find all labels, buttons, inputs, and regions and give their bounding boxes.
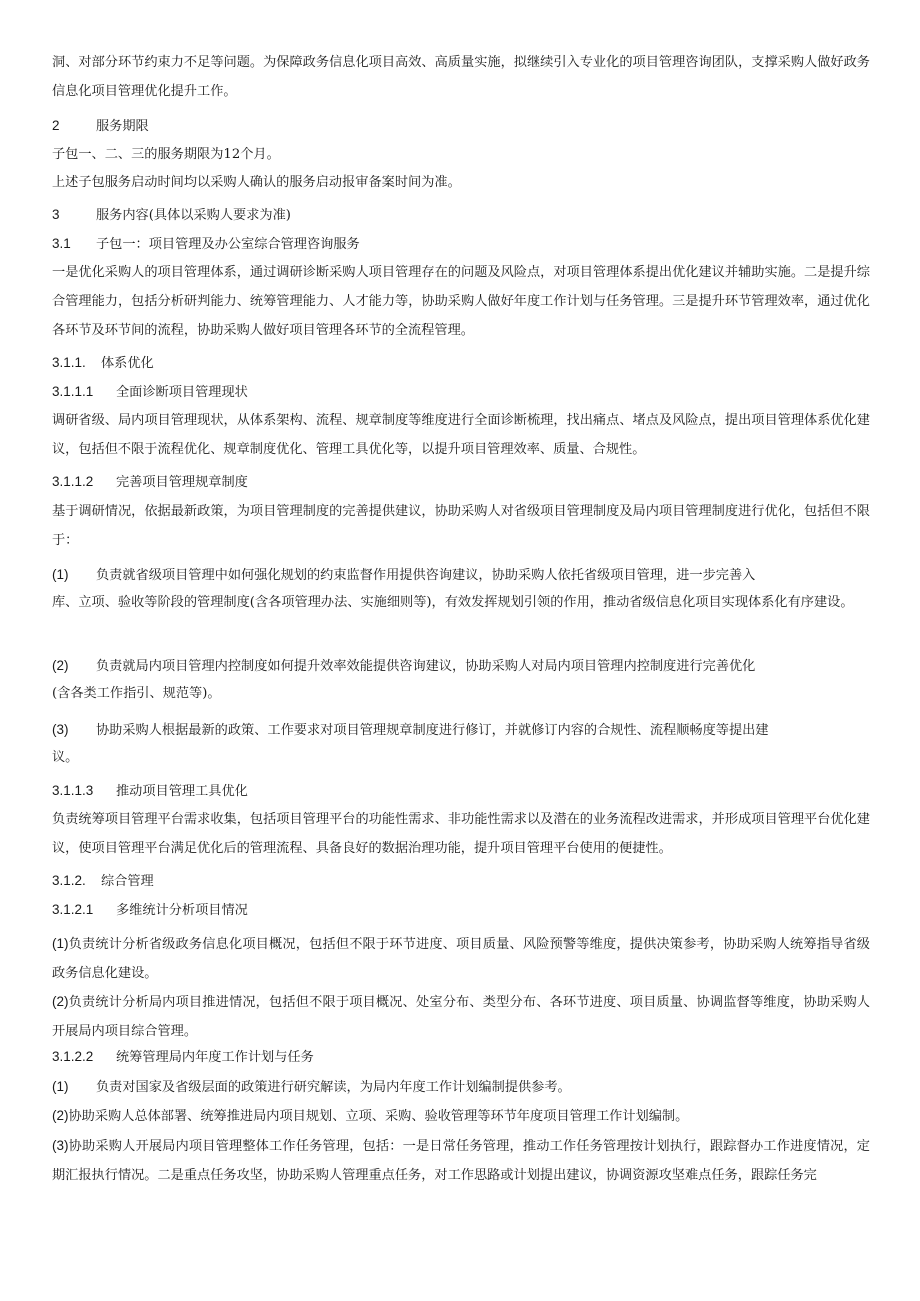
heading-title: 体系优化 <box>101 356 154 371</box>
list-text-rest: (含各类工作指引、规范等)。 <box>52 686 221 701</box>
heading-title: 综合管理 <box>101 874 154 889</box>
list-number: (3) <box>52 722 69 737</box>
heading-title: 子包一：项目管理及办公室综合管理咨询服务 <box>96 237 360 252</box>
heading-3 <box>52 204 870 227</box>
list-number: (3) <box>52 1138 69 1153</box>
list-text: 协助采购人开展局内项目管理整体工作任务管理，包括：一是日常任务管理，推动工作任务管理按计划执行，跟踪督办工作进度情况，定期汇报执行情况。二是重点任务攻坚，协助采购人管理重点任务，对工作思路或计划提出建议，协调资源攻坚难点任务，跟踪任务完 <box>52 1139 870 1183</box>
list-text: 协助采购人总体部署、统筹推进局内项目规划、立项、采购、验收管理等环节年度项目管理工作计划编制。 <box>68 1109 689 1124</box>
list-number: (1) <box>52 567 69 582</box>
list-item <box>52 652 870 707</box>
list-item-3-1-2-2-2 <box>52 1101 870 1131</box>
heading-title: 统筹管理局内年度工作计划与任务 <box>116 1050 314 1065</box>
list-item-3-1-2-2-1 <box>52 1072 870 1102</box>
heading-number: 3.1.1.3 <box>52 783 94 798</box>
paragraph-3-1-2-1-2 <box>52 987 870 1046</box>
paragraph-period-1: 子包一、二、三的服务期限为12个月。 <box>52 147 280 162</box>
list-number: (1) <box>52 936 69 951</box>
list-number: (2) <box>52 994 69 1009</box>
heading-title: 服务内容(具体以采购人要求为准) <box>96 208 291 223</box>
heading-number: 3.1.1.1 <box>52 384 94 399</box>
list-text: 负责统计分析局内项目推进情况，包括但不限于项目概况、处室分布、类型分布、各环节进度、项目质量、协调监督等维度，协助采购人开展局内项目综合管理。 <box>52 995 870 1039</box>
heading-3-1-1-2 <box>52 471 870 494</box>
list-text: 负责统计分析省级政务信息化项目概况，包括但不限于环节进度、项目质量、风险预警等维度，提供决策参考，协助采购人统筹指导省级政务信息化建设。 <box>52 937 870 981</box>
heading-2 <box>52 115 870 138</box>
heading-number: 3.1.1. <box>52 355 86 370</box>
paragraph-3-1-2-1-1 <box>52 929 870 988</box>
heading-3-1 <box>52 233 870 256</box>
heading-3-1-2-2 <box>52 1046 870 1069</box>
heading-number: 3 <box>52 207 60 222</box>
list-item-3-1-2-2-3 <box>52 1131 870 1190</box>
paragraph-3-1: 一是优化采购人的项目管理体系，通过调研诊断采购人项目管理存在的问题及风险点，对项目管理体系提出优化建议并辅助实施。二是提升综合管理能力，包括分析研判能力、统筹管理能力、人才能力等，协助采购人做好年度工作计划与任务管理。三是提升环节管理效率，通过优化各环节及环节间的流程，协助采购人做好项目管理各环节的全流程管理。 <box>52 265 870 338</box>
list-number: (1) <box>52 1079 69 1094</box>
list-text-rest: 议。 <box>52 750 79 765</box>
paragraph-3-1-1-3: 负责统筹项目管理平台需求收集，包括项目管理平台的功能性需求、非功能性需求以及潜在的业务流程改进需求，并形成项目管理平台优化建议，使项目管理平台满足优化后的管理流程、具备良好的数据治理功能，提升项目管理平台使用的便捷性。 <box>52 812 870 856</box>
heading-title: 服务期限 <box>96 119 149 134</box>
list-item <box>52 716 870 771</box>
heading-3-1-2-1 <box>52 899 870 922</box>
heading-3-1-1 <box>52 352 870 375</box>
heading-title: 推动项目管理工具优化 <box>116 784 248 799</box>
heading-3-1-2 <box>52 870 870 893</box>
heading-title: 全面诊断项目管理现状 <box>116 385 248 400</box>
heading-number: 3.1.1.2 <box>52 474 94 489</box>
list-text-line1: 负责就省级项目管理中如何强化规划的约束监督作用提供咨询建议，协助采购人依托省级项目管理，进一步完善入 <box>96 568 756 583</box>
heading-3-1-1-1 <box>52 381 870 404</box>
list-number: (2) <box>52 1108 69 1123</box>
paragraph-3-1-1-2: 基于调研情况，依据最新政策，为项目管理制度的完善提供建议，协助采购人对省级项目管理制度及局内项目管理制度进行优化，包括但不限于： <box>52 504 870 548</box>
heading-number: 2 <box>52 118 60 133</box>
heading-number: 3.1.2. <box>52 873 86 888</box>
heading-title: 完善项目管理规章制度 <box>116 475 248 490</box>
heading-number: 3.1.2.1 <box>52 902 94 917</box>
heading-number: 3.1 <box>52 236 71 251</box>
heading-3-1-1-3 <box>52 780 870 803</box>
list-item <box>52 561 870 616</box>
heading-number: 3.1.2.2 <box>52 1049 94 1064</box>
paragraph-period-2: 上述子包服务启动时间均以采购人确认的服务启动报审备案时间为准。 <box>52 175 461 190</box>
paragraph-intro: 洞、对部分环节约束力不足等问题。为保障政务信息化项目高效、高质量实施，拟继续引入专业化的项目管理咨询团队，支撑采购人做好政务信息化项目管理优化提升工作。 <box>52 55 870 99</box>
paragraph-3-1-1-1: 调研省级、局内项目管理现状，从体系架构、流程、规章制度等维度进行全面诊断梳理，找出痛点、堵点及风险点，提出项目管理体系优化建议，包括但不限于流程优化、规章制度优化、管理工具优化等，以提升项目管理效率、质量、合规性。 <box>52 413 870 457</box>
list-text-line1: 协助采购人根据最新的政策、工作要求对项目管理规章制度进行修订，并就修订内容的合规性、流程顺畅度等提出建 <box>96 723 769 738</box>
list-text-rest: 库、立项、验收等阶段的管理制度(含各项管理办法、实施细则等)，有效发挥规划引领的作用，推动省级信息化项目实现体系化有序建设。 <box>52 595 854 610</box>
heading-title: 多维统计分析项目情况 <box>116 903 248 918</box>
list-number: (2) <box>52 658 69 673</box>
list-text: 负责对国家及省级层面的政策进行研究解读，为局内年度工作计划编制提供参考。 <box>96 1080 571 1095</box>
list-text-line1: 负责就局内项目管理内控制度如何提升效率效能提供咨询建议，协助采购人对局内项目管理内控制度进行完善优化 <box>96 659 756 674</box>
